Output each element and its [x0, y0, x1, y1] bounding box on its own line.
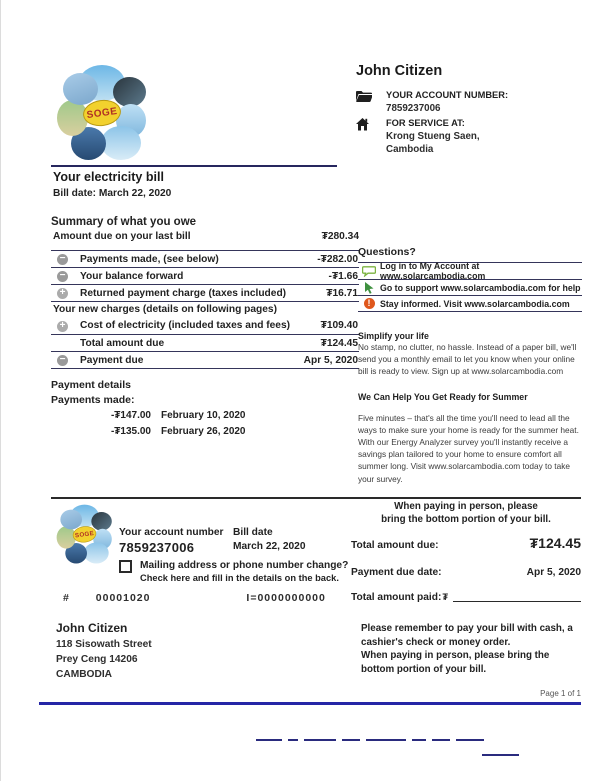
stub-code-right: I=0000000000 — [246, 592, 326, 604]
customer-header — [356, 63, 591, 158]
pay-in-person-note-line1: When paying in person, please — [394, 501, 538, 512]
minus-circle-icon — [57, 253, 69, 265]
payment-date: February 26, 2020 — [161, 426, 246, 437]
promo-section — [358, 320, 584, 485]
payments-made-subtitle: Payments made: — [51, 394, 135, 406]
questions-table — [358, 262, 582, 312]
dash — [288, 739, 298, 741]
alert-icon — [358, 298, 380, 309]
pay-in-person-note-line2: bring the bottom portion of your bill. — [381, 514, 551, 525]
questions-title: Questions? — [358, 246, 416, 258]
logo-petal — [113, 77, 146, 107]
stub-total-due-value: ₮124.45 — [529, 535, 581, 551]
stub-due-date-row — [351, 567, 581, 578]
stub-total-due-row — [351, 535, 581, 551]
footer-rule — [39, 702, 581, 705]
address-change-subtitle: Check here and fill in the details on the back. — [140, 573, 339, 583]
promo-body: Five minutes – that's all the time you'll need to lead all the ways to make sure your home is ready for the summer heat. With our Energy Analyzer survey you'll instantly receive a savings plan tailored to your home to ensure comfort all summer long. Visit www.solarcambodia.com today to take your survey. — [358, 412, 579, 484]
minus-circle-icon — [57, 270, 69, 282]
row-amount: ₮124.45 — [320, 337, 358, 349]
row-label: Payments made, (see below) — [80, 253, 219, 265]
payment-details-title: Payment details — [51, 379, 131, 391]
stub-bill-date-block — [233, 526, 343, 554]
stub-amount-paid-row — [351, 590, 581, 603]
stub-account-label: Your account number — [119, 527, 224, 538]
cursor-arrow-icon — [358, 282, 380, 294]
row-amount: Apr 5, 2020 — [303, 354, 358, 366]
chat-bubble-icon — [358, 266, 380, 277]
row-label: Total amount due — [80, 337, 165, 349]
summary-section — [51, 216, 359, 369]
dash — [342, 739, 360, 741]
summary-table — [51, 250, 359, 369]
account-number-row — [356, 89, 591, 115]
customer-name: John Citizen — [356, 63, 443, 79]
payment-reminder — [361, 622, 585, 676]
last-bill-label: Amount due on your last bill — [53, 231, 191, 242]
service-address-row — [356, 117, 591, 156]
dash — [366, 739, 406, 741]
questions-section — [358, 246, 582, 312]
amount-paid-blank[interactable] — [453, 590, 581, 602]
stub-codes — [63, 592, 326, 604]
footer-short-line — [482, 754, 519, 756]
address-change-row — [119, 559, 348, 585]
question-text: Log in to My Account at www.solarcambodia.com — [380, 261, 486, 281]
plus-circle-icon — [57, 320, 69, 332]
stub-due-date-value: Apr 5, 2020 — [526, 567, 581, 578]
service-address-line2: Cambodia — [386, 144, 434, 155]
stub-divider — [51, 497, 581, 499]
stub-code-left: 00001020 — [95, 592, 151, 604]
service-address-line1: Krong Stueng Saen, — [386, 131, 480, 142]
hash-symbol: # — [63, 592, 70, 604]
last-bill-amount: ₮280.34 — [321, 231, 359, 242]
title-rule — [51, 165, 337, 167]
stub-account-block — [119, 526, 229, 555]
question-row — [358, 263, 582, 279]
row-amount: -₮282.00 — [317, 253, 358, 265]
total-due-row — [51, 334, 359, 351]
row-label: Returned payment charge (taxes included) — [80, 287, 287, 299]
row-label: Payment due — [80, 354, 144, 366]
stub-bill-date-value: March 22, 2020 — [233, 541, 306, 552]
folder-icon — [356, 89, 386, 115]
table-row — [51, 317, 359, 334]
stub-amount-paid-label: Total amount paid: — [351, 592, 442, 603]
logo-petal — [101, 126, 141, 160]
stub-total-due-label: Total amount due: — [351, 540, 439, 551]
dash — [304, 739, 336, 741]
summary-title: Summary of what you owe — [51, 216, 197, 228]
table-row — [51, 250, 359, 267]
account-number-label: YOUR ACCOUNT NUMBER: — [386, 90, 509, 100]
logo-text: SOGE — [74, 529, 95, 540]
footer-dashed-line — [256, 739, 490, 741]
dash — [456, 739, 484, 741]
home-icon — [356, 117, 386, 156]
minus-circle-icon — [57, 354, 69, 366]
plus-circle-icon — [57, 287, 69, 299]
payment-row — [51, 424, 359, 440]
new-charges-heading: Your new charges (details on following pages) — [51, 301, 359, 317]
address-change-checkbox[interactable] — [119, 560, 132, 573]
promo-body: No stamp, no clutter, no hassle. Instead of a paper bill, we'll send you a monthly email to let you know when your online bill is ready to view. Sign up at www.solarcambodia.com — [358, 342, 577, 377]
table-row — [51, 284, 359, 301]
reminder-line: When paying in person, please bring the — [361, 650, 550, 661]
stub-account-number: 7859237006 — [119, 540, 195, 555]
mail-city: Prey Ceng 14206 — [56, 654, 138, 665]
table-row — [51, 267, 359, 284]
page-title: Your electricity bill — [53, 170, 164, 184]
reminder-line: cashier's check or money order. — [361, 636, 511, 648]
question-text: Go to support www.solarcambodia.com for help — [380, 282, 581, 293]
logo-text: SOGE — [85, 105, 119, 121]
dash — [256, 739, 282, 741]
logo-petal — [63, 73, 98, 105]
question-row — [358, 279, 582, 295]
stub-payment-block — [351, 500, 581, 603]
payment-amount: -₮135.00 — [110, 426, 151, 437]
stub-logo — [56, 504, 114, 566]
row-amount: ₮16.71 — [326, 287, 358, 299]
mail-street: 118 Sisowath Street — [56, 639, 152, 650]
stub-bill-date-label: Bill date — [233, 527, 273, 538]
promo-title: Simplify your life — [358, 331, 429, 341]
dash — [412, 739, 426, 741]
account-number-value: 7859237006 — [386, 103, 441, 114]
payment-row — [51, 408, 359, 424]
stub-due-date-label: Payment due date: — [351, 567, 442, 578]
question-text: Stay informed. Visit www.solarcambodia.com — [380, 298, 570, 309]
row-label: Your balance forward — [80, 270, 184, 282]
address-change-title: Mailing address or phone number change? — [140, 560, 349, 571]
mailing-address — [56, 620, 152, 682]
payment-details-section — [51, 378, 359, 440]
payment-due-row — [51, 351, 359, 368]
dash — [432, 739, 450, 741]
mail-name: John Citizen — [56, 621, 128, 635]
last-bill-row — [51, 230, 359, 250]
bill-date: Bill date: March 22, 2020 — [53, 188, 172, 199]
payment-amount: -₮147.00 — [110, 410, 151, 421]
reminder-line: Please remember to pay your bill with cash, a — [361, 623, 573, 634]
page-number: Page 1 of 1 — [540, 689, 581, 698]
mail-country: CAMBODIA — [56, 669, 113, 680]
row-amount: -₮1.66 — [328, 270, 358, 282]
row-amount: ₮109.40 — [320, 320, 358, 331]
row-label: Cost of electricity (included taxes and fees) — [80, 320, 291, 331]
reminder-line: bottom portion of your bill. — [361, 663, 487, 675]
promo-title: We Can Help You Get Ready for Summer — [358, 391, 528, 402]
logo-petal — [84, 542, 109, 563]
company-logo — [56, 64, 148, 162]
currency-symbol: ₮ — [442, 592, 448, 602]
question-row — [358, 295, 582, 311]
service-at-label: FOR SERVICE AT: — [386, 118, 465, 128]
payment-date: February 10, 2020 — [161, 410, 246, 421]
